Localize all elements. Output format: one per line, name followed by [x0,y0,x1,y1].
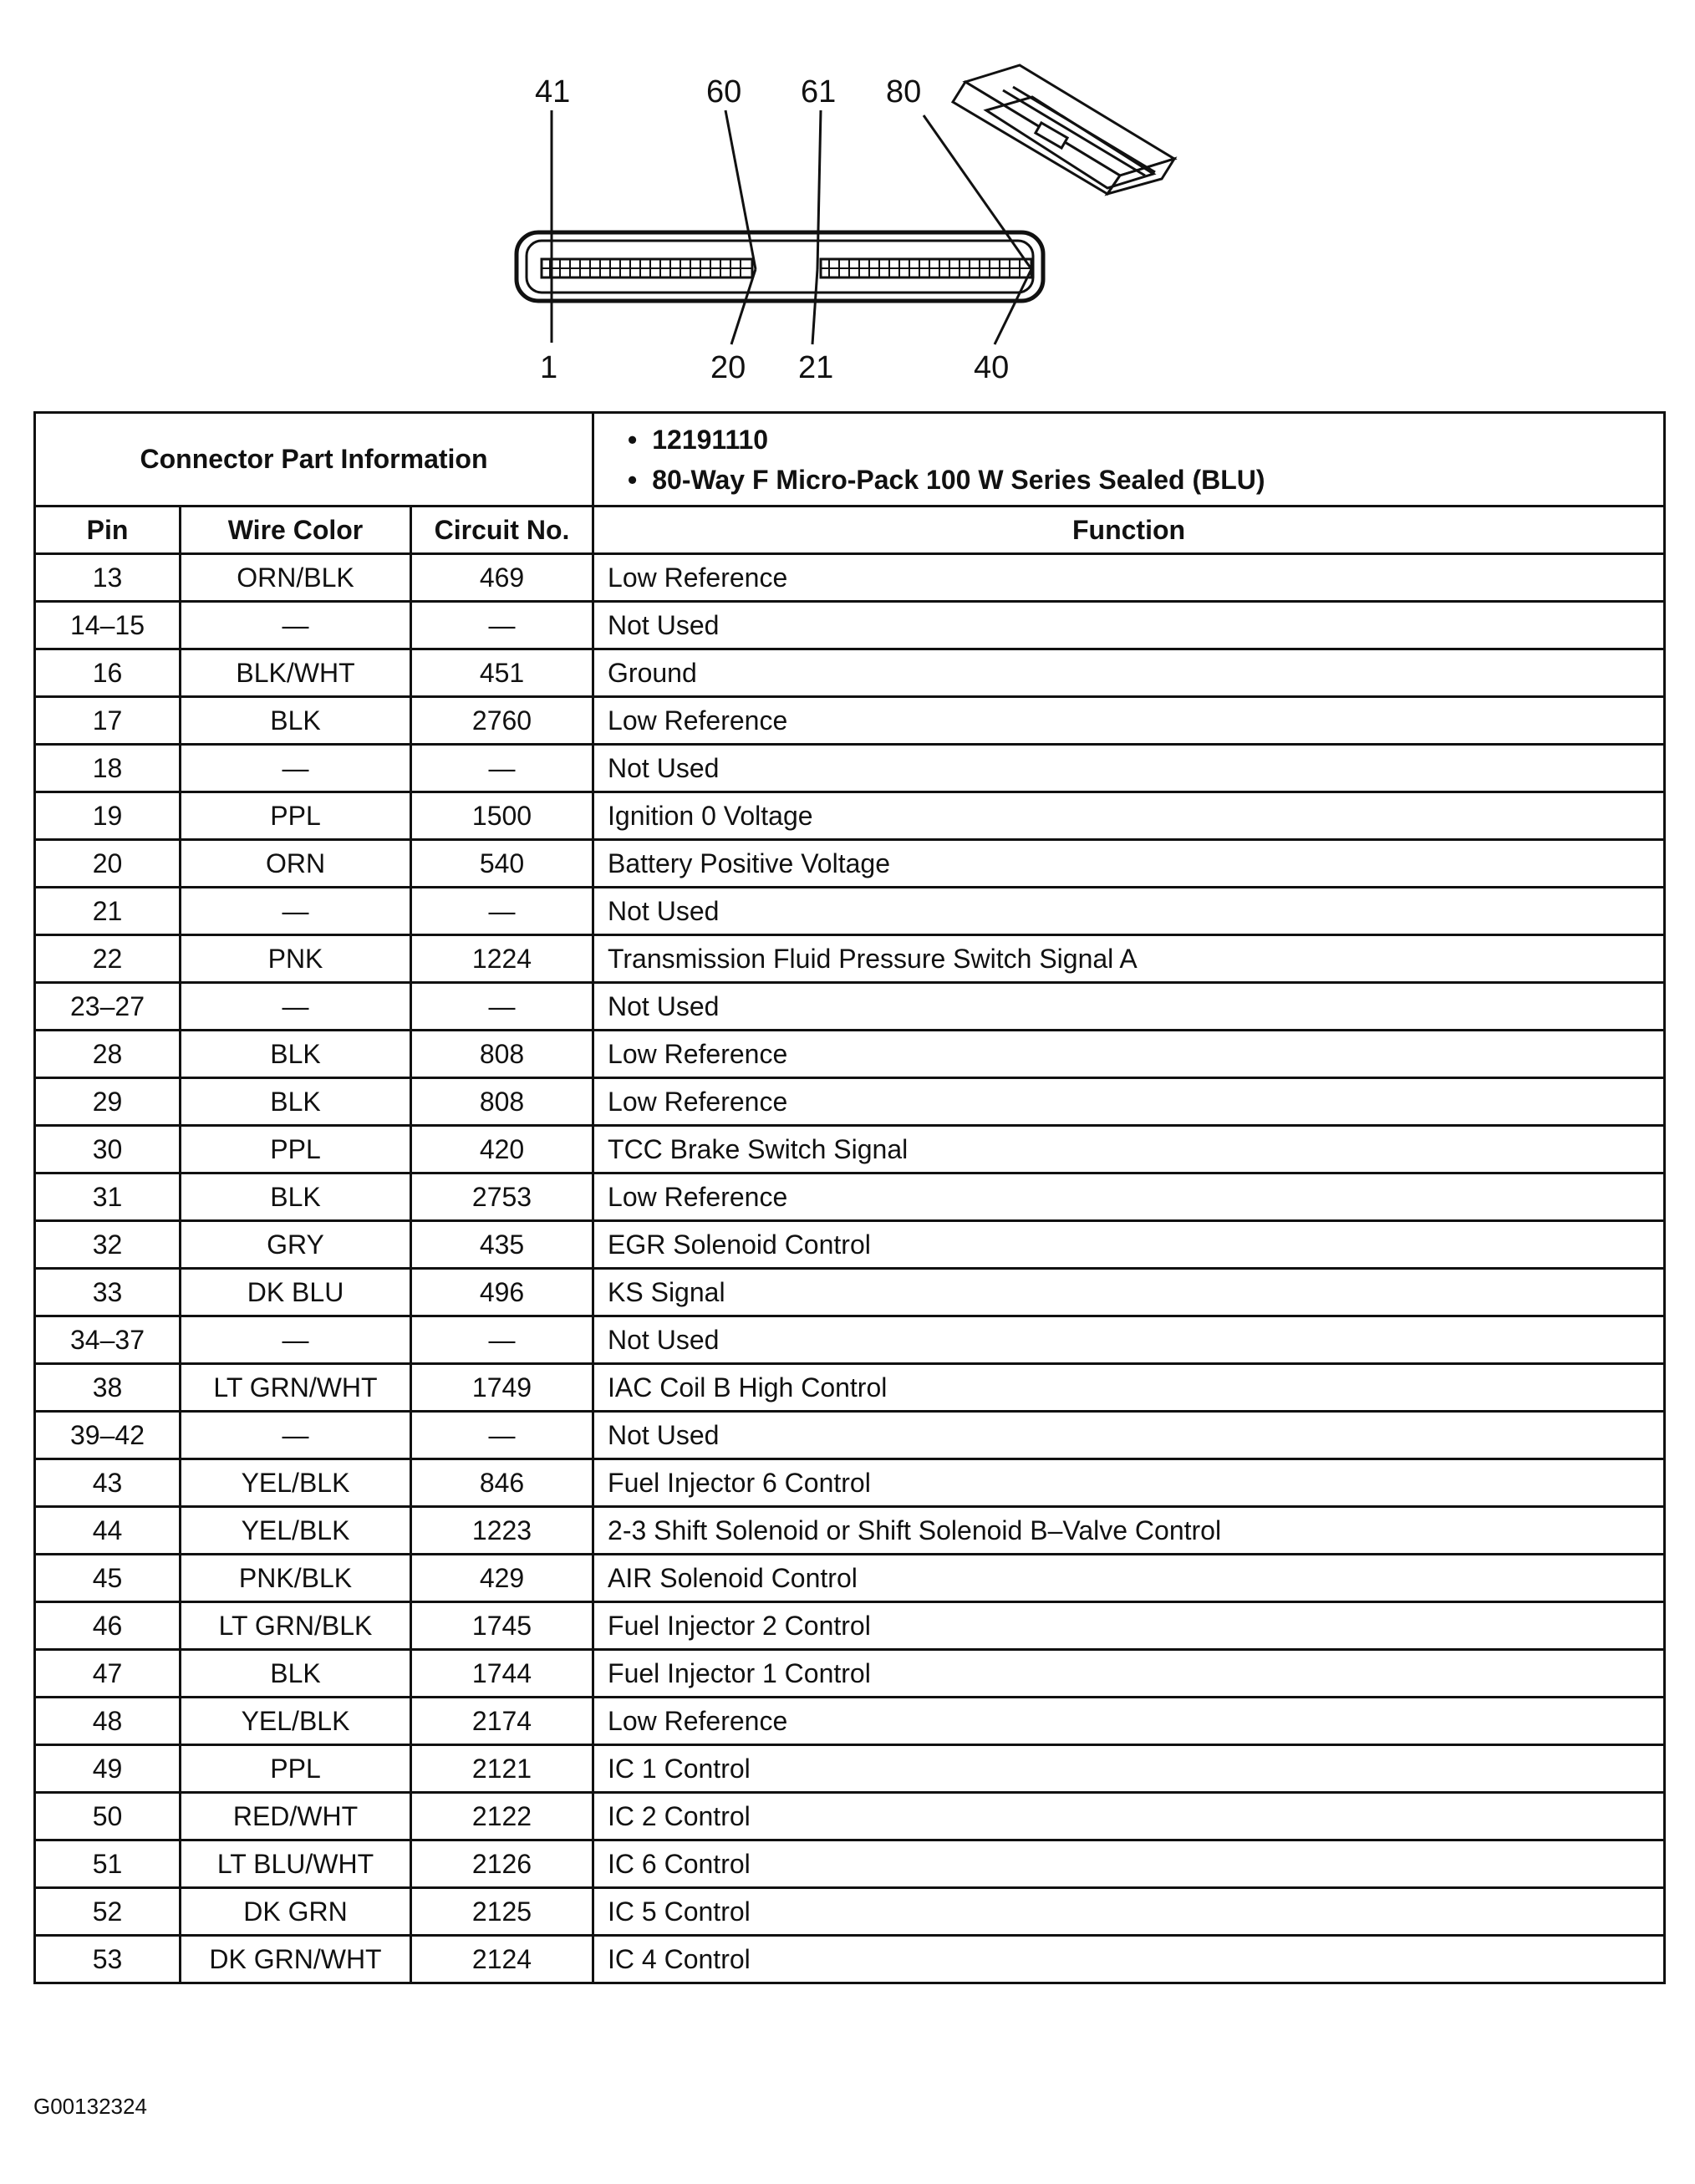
table-row [35,792,1665,840]
table-row [35,745,1665,792]
function-cell: Low Reference [593,1698,1665,1745]
pin-cell: 43 [35,1459,181,1507]
pin-label-80: 80 [886,74,922,109]
wire-color-cell: DK GRN [181,1888,411,1936]
function-cell: IAC Coil B High Control [593,1364,1665,1412]
table-row [35,1936,1665,1983]
circuit-no-cell: 1744 [411,1650,593,1698]
pin-cell: 38 [35,1364,181,1412]
pin-cell: 32 [35,1221,181,1269]
pin-cell: 29 [35,1078,181,1126]
table-row [35,649,1665,697]
connector-isometric-icon [953,65,1174,194]
function-cell: Fuel Injector 6 Control [593,1459,1665,1507]
pin-cell: 49 [35,1745,181,1793]
pin-label-60: 60 [706,74,742,109]
table-row [35,1221,1665,1269]
function-cell: Not Used [593,745,1665,792]
pin-cell: 53 [35,1936,181,1983]
circuit-no-cell: 496 [411,1269,593,1316]
pin-cell: 48 [35,1698,181,1745]
wire-color-cell: LT BLU/WHT [181,1840,411,1888]
circuit-no-cell: 469 [411,554,593,602]
circuit-no-cell: 2174 [411,1698,593,1745]
wire-color-cell: BLK [181,1031,411,1078]
table-row [35,1888,1665,1936]
table-row [35,1412,1665,1459]
circuit-no-cell: 2125 [411,1888,593,1936]
circuit-no-cell: 1500 [411,792,593,840]
table-row [35,1316,1665,1364]
wire-color-cell: YEL/BLK [181,1459,411,1507]
function-cell: Not Used [593,888,1665,935]
header-pin: Pin [35,507,181,554]
wire-color-cell: — [181,983,411,1031]
pin-cell: 51 [35,1840,181,1888]
circuit-no-cell: 1745 [411,1602,593,1650]
circuit-no-cell: 1223 [411,1507,593,1555]
circuit-no-cell: — [411,745,593,792]
table-row [35,1602,1665,1650]
pin-cell: 50 [35,1793,181,1840]
circuit-no-cell: 435 [411,1221,593,1269]
table-row [35,1078,1665,1126]
function-cell: KS Signal [593,1269,1665,1316]
pin-cell: 44 [35,1507,181,1555]
function-cell: Low Reference [593,1031,1665,1078]
table-row [35,1269,1665,1316]
pin-cell: 46 [35,1602,181,1650]
wire-color-cell: PPL [181,1126,411,1173]
pin-cell: 52 [35,1888,181,1936]
circuit-no-cell: — [411,1412,593,1459]
function-cell: EGR Solenoid Control [593,1221,1665,1269]
header-row [35,507,1665,554]
function-cell: IC 2 Control [593,1793,1665,1840]
header-circuit-no: Circuit No. [411,507,593,554]
circuit-no-cell: 808 [411,1078,593,1126]
wire-color-cell: BLK [181,1650,411,1698]
table-row [35,1698,1665,1745]
circuit-no-cell: 1749 [411,1364,593,1412]
header-wire-color: Wire Color [181,507,411,554]
circuit-no-cell: 846 [411,1459,593,1507]
pin-label-1: 1 [540,350,558,385]
leader-lines [552,110,1031,344]
wire-color-cell: PNK/BLK [181,1555,411,1602]
wire-color-cell: LT GRN/WHT [181,1364,411,1412]
table-row [35,554,1665,602]
pin-label-21: 21 [798,350,834,385]
table-row [35,1507,1665,1555]
circuit-no-cell: 420 [411,1126,593,1173]
wire-color-cell: GRY [181,1221,411,1269]
pin-cell: 22 [35,935,181,983]
wire-color-cell: ORN [181,840,411,888]
pinout-table [33,411,1666,1984]
circuit-no-cell: 2121 [411,1745,593,1793]
function-cell: Low Reference [593,554,1665,602]
table-row [35,1173,1665,1221]
header-function: Function [593,507,1665,554]
function-cell: Low Reference [593,1078,1665,1126]
pin-cell: 30 [35,1126,181,1173]
pin-cell: 18 [35,745,181,792]
wire-color-cell: — [181,745,411,792]
wire-color-cell: PNK [181,935,411,983]
table-row [35,697,1665,745]
part-number: • 12191110 [628,420,1652,460]
wire-color-cell: PPL [181,792,411,840]
wire-color-cell: BLK [181,697,411,745]
circuit-no-cell: 429 [411,1555,593,1602]
pin-label-20: 20 [710,350,746,385]
function-cell: IC 5 Control [593,1888,1665,1936]
table-row [35,1793,1665,1840]
circuit-no-cell: 2122 [411,1793,593,1840]
function-cell: AIR Solenoid Control [593,1555,1665,1602]
table-row [35,602,1665,649]
table-row [35,983,1665,1031]
function-cell: Fuel Injector 2 Control [593,1602,1665,1650]
function-cell: Transmission Fluid Pressure Switch Signal A [593,935,1665,983]
wire-color-cell: — [181,602,411,649]
pin-cell: 31 [35,1173,181,1221]
pin-cell: 17 [35,697,181,745]
pin-cell: 20 [35,840,181,888]
wire-color-cell: BLK [181,1173,411,1221]
circuit-no-cell: 2124 [411,1936,593,1983]
circuit-no-cell: — [411,1316,593,1364]
wire-color-cell: YEL/BLK [181,1698,411,1745]
function-cell: Not Used [593,1316,1665,1364]
function-cell: TCC Brake Switch Signal [593,1126,1665,1173]
circuit-no-cell: 1224 [411,935,593,983]
wire-color-cell: YEL/BLK [181,1507,411,1555]
connector-face [517,232,1043,301]
pin-cell: 39–42 [35,1412,181,1459]
function-cell: 2-3 Shift Solenoid or Shift Solenoid B–Valve Control [593,1507,1665,1555]
function-cell: IC 4 Control [593,1936,1665,1983]
pin-cell: 14–15 [35,602,181,649]
table-row [35,1364,1665,1412]
connector-illustration [501,50,1220,401]
wire-color-cell: — [181,1412,411,1459]
function-cell: Not Used [593,1412,1665,1459]
pin-cell: 21 [35,888,181,935]
connector-description: • 80-Way F Micro-Pack 100 W Series Sealed (BLU) [628,460,1652,500]
wire-color-cell: BLK/WHT [181,649,411,697]
circuit-no-cell: 808 [411,1031,593,1078]
circuit-no-cell: 2753 [411,1173,593,1221]
function-cell: Fuel Injector 1 Control [593,1650,1665,1698]
pin-cell: 16 [35,649,181,697]
table-row [35,1840,1665,1888]
table-row [35,1459,1665,1507]
circuit-no-cell: 451 [411,649,593,697]
wire-color-cell: DK BLU [181,1269,411,1316]
function-cell: Ground [593,649,1665,697]
wire-color-cell: DK GRN/WHT [181,1936,411,1983]
wire-color-cell: — [181,888,411,935]
table-row [35,1650,1665,1698]
circuit-no-cell: 540 [411,840,593,888]
wire-color-cell: — [181,1316,411,1364]
pin-label-40: 40 [974,350,1010,385]
table-row [35,1745,1665,1793]
wire-color-cell: BLK [181,1078,411,1126]
circuit-no-cell: — [411,888,593,935]
part-info-label: Connector Part Information [35,413,593,507]
wire-color-cell: LT GRN/BLK [181,1602,411,1650]
table-row [35,840,1665,888]
function-cell: Battery Positive Voltage [593,840,1665,888]
pin-label-41: 41 [535,74,571,109]
table-row [35,888,1665,935]
function-cell: IC 1 Control [593,1745,1665,1793]
function-cell: Not Used [593,602,1665,649]
wire-color-cell: RED/WHT [181,1793,411,1840]
part-info-values [593,413,1665,507]
wire-color-cell: PPL [181,1745,411,1793]
circuit-no-cell: — [411,602,593,649]
pin-cell: 28 [35,1031,181,1078]
circuit-no-cell: — [411,983,593,1031]
pin-cell: 47 [35,1650,181,1698]
table-row [35,1126,1665,1173]
table-row [35,1555,1665,1602]
circuit-no-cell: 2760 [411,697,593,745]
function-cell: IC 6 Control [593,1840,1665,1888]
pin-cell: 33 [35,1269,181,1316]
function-cell: Low Reference [593,1173,1665,1221]
pin-cell: 23–27 [35,983,181,1031]
pin-label-61: 61 [801,74,837,109]
part-info-row [35,413,1665,507]
function-cell: Not Used [593,983,1665,1031]
figure-id: G00132324 [33,2094,147,2119]
table-row [35,1031,1665,1078]
pin-cell: 45 [35,1555,181,1602]
pin-cell: 19 [35,792,181,840]
function-cell: Low Reference [593,697,1665,745]
table-row [35,935,1665,983]
wire-color-cell: ORN/BLK [181,554,411,602]
circuit-no-cell: 2126 [411,1840,593,1888]
function-cell: Ignition 0 Voltage [593,792,1665,840]
pin-cell: 13 [35,554,181,602]
pin-cell: 34–37 [35,1316,181,1364]
